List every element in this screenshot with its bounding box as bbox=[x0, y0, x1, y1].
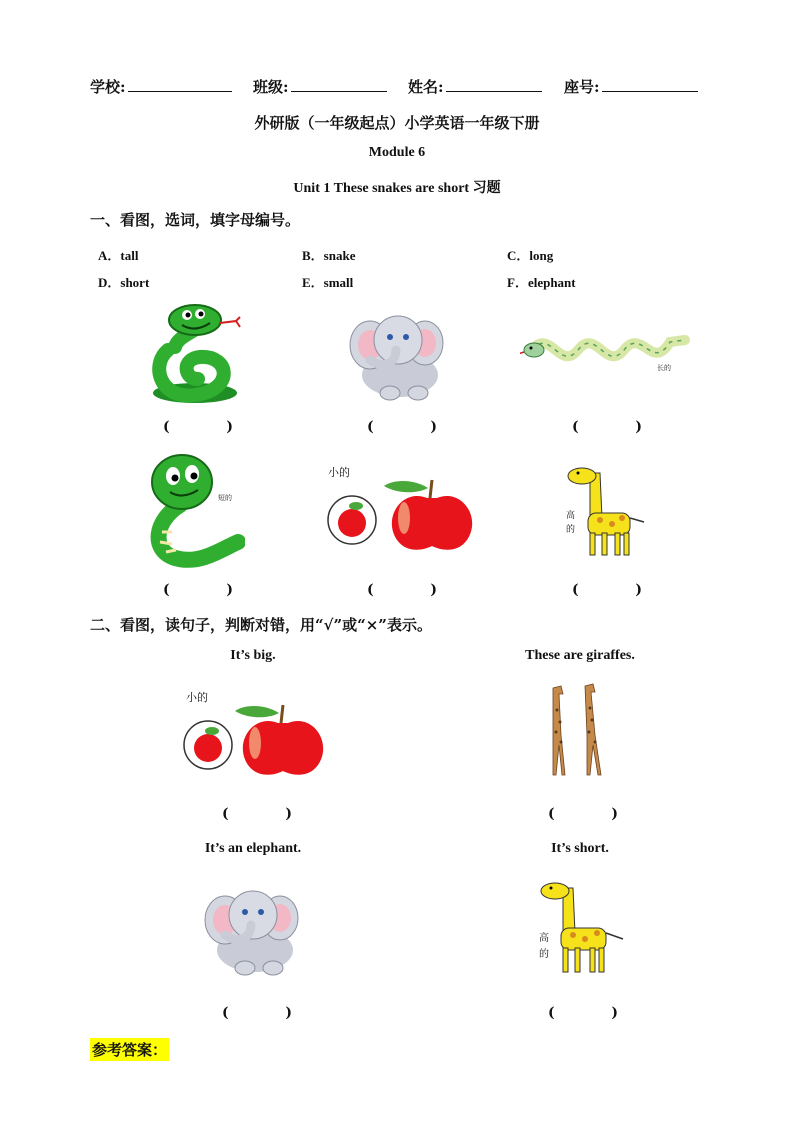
class-field bbox=[253, 76, 387, 97]
option-c: C．long bbox=[507, 248, 554, 263]
class-label: 班级: bbox=[253, 78, 289, 96]
seat-field bbox=[564, 76, 698, 97]
option-f: F．elephant bbox=[507, 275, 576, 290]
answer-paren-6[interactable]: ( ) bbox=[572, 582, 642, 598]
seat-blank[interactable] bbox=[602, 77, 698, 92]
name-field bbox=[408, 76, 542, 97]
tall-label-2: 的 bbox=[566, 525, 576, 535]
answer-paren-4[interactable]: ( ) bbox=[163, 582, 233, 598]
name-label: 姓名: bbox=[408, 78, 444, 96]
tall-giraffe-picture-2 bbox=[533, 873, 628, 978]
long-label: 长的 bbox=[657, 364, 671, 372]
module-title: Module 6 bbox=[368, 145, 426, 160]
page-title: 外研版（一年级起点）小学英语一年级下册 bbox=[254, 114, 540, 132]
sentence-2: These are giraffes. bbox=[525, 648, 635, 663]
option-b: B．snake bbox=[302, 248, 356, 263]
small-label: 小的 bbox=[328, 466, 350, 479]
sentence-1: It’s big. bbox=[230, 648, 276, 663]
tall-label-1: 高 bbox=[566, 511, 576, 521]
tall-label-4: 的 bbox=[539, 949, 549, 960]
short-label: 短的 bbox=[218, 494, 232, 502]
class-blank[interactable] bbox=[291, 77, 387, 92]
answer-paren-3[interactable]: ( ) bbox=[572, 419, 642, 435]
judge-paren-3[interactable]: ( ) bbox=[222, 1005, 292, 1021]
answer-key-label: 参考答案： bbox=[90, 1038, 169, 1061]
school-blank[interactable] bbox=[128, 77, 232, 92]
tall-label-3: 高 bbox=[539, 933, 549, 944]
judge-paren-1[interactable]: ( ) bbox=[222, 806, 292, 822]
section1-heading: 一、看图，选词，填字母编号。 bbox=[90, 211, 301, 229]
answer-paren-2[interactable]: ( ) bbox=[367, 419, 437, 435]
option-a: A．tall bbox=[98, 248, 139, 263]
coiled-snake-picture bbox=[140, 295, 250, 410]
short-snake-picture bbox=[140, 450, 245, 570]
answer-paren-1[interactable]: ( ) bbox=[163, 419, 233, 435]
judge-paren-4[interactable]: ( ) bbox=[548, 1005, 618, 1021]
small-apple-picture bbox=[322, 458, 482, 558]
school-label: 学校: bbox=[90, 78, 126, 96]
section2-heading: 二、看图，读句子，判断对错，用“√”或“×”表示。 bbox=[90, 616, 432, 634]
giraffes-picture bbox=[543, 680, 615, 788]
judge-paren-2[interactable]: ( ) bbox=[548, 806, 618, 822]
big-apple-picture bbox=[180, 683, 335, 783]
seat-label: 座号: bbox=[564, 78, 600, 96]
unit-title: Unit 1 These snakes are short 习题 bbox=[293, 181, 501, 196]
school-field bbox=[90, 76, 232, 97]
long-snake-picture bbox=[520, 322, 690, 377]
sentence-4: It’s short. bbox=[551, 841, 609, 856]
name-blank[interactable] bbox=[446, 77, 542, 92]
option-e: E．small bbox=[302, 275, 354, 290]
tall-giraffe-picture bbox=[560, 458, 650, 560]
elephant-picture bbox=[340, 305, 455, 403]
elephant-picture-2 bbox=[195, 880, 310, 978]
option-d: D．short bbox=[98, 275, 150, 290]
small-label-2: 小的 bbox=[186, 691, 208, 704]
sentence-3: It’s an elephant. bbox=[204, 841, 302, 856]
answer-paren-5[interactable]: ( ) bbox=[367, 582, 437, 598]
